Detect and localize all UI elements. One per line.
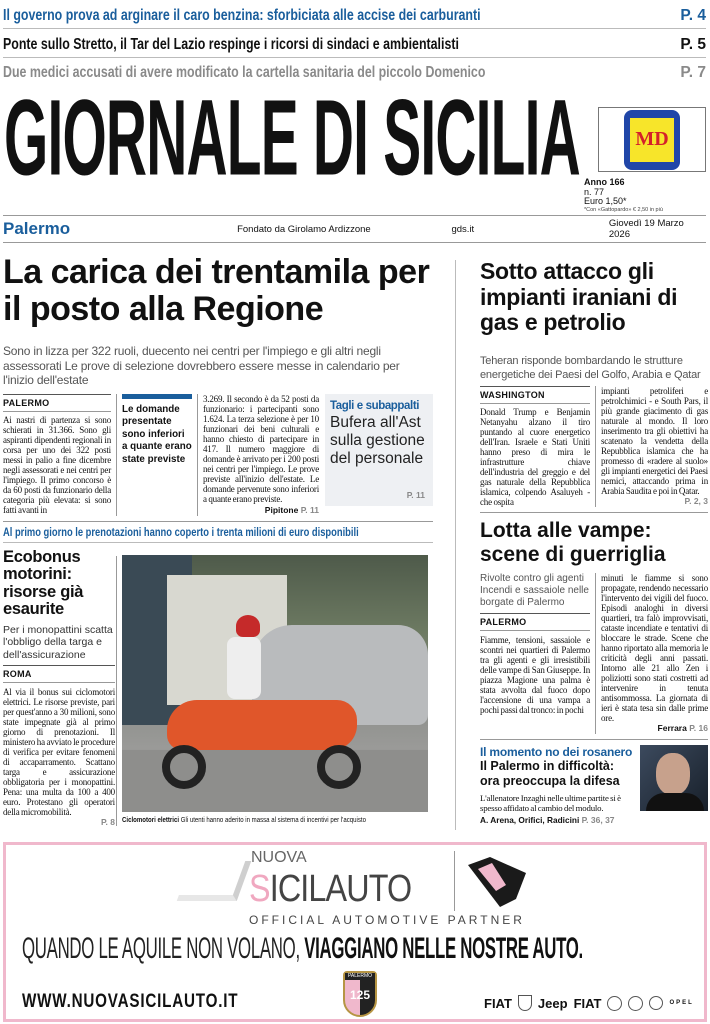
wheel xyxy=(162,745,206,789)
dateline: PALERMO xyxy=(3,394,111,412)
iran-col1 xyxy=(480,386,590,507)
jeep-logo: Jeep xyxy=(537,995,568,1011)
authors: A. Arena, Orifici, Radicini xyxy=(480,814,580,825)
photo-strap: Al primo giorno le prenotazioni hanno coperto i trenta milioni di euro disponibili xyxy=(3,524,359,539)
brand-initial: S xyxy=(249,868,270,910)
pullquote-bar xyxy=(122,394,192,399)
ad-brand-top: NUOVA xyxy=(251,849,307,866)
headline-text: Due medici accusati di avere modificato la cartella sanitaria del piccolo Domenico xyxy=(3,64,486,81)
iran-subhead: Teheran risponde bombardando le strutture energetiche dei Paesi del Golfo, Arabia e Qatar xyxy=(480,354,701,381)
wheel xyxy=(317,745,361,789)
fiat-professional-logo: FIAT xyxy=(573,995,602,1011)
article-body: Ai nastri di partenza si sono schierati in 31.366. Sono gli aspiranti dipendenti regionali in corsa per uno dei 322 posti messi in palio a fine dicembre negli assessorati e nei centri per l'impiego. Il primo concorso è da 60 posti da funzionario della categoria più elevata: si sono fatti avanti in xyxy=(3,414,111,515)
article-body: 3.269. Il secondo è da 52 posti da funzionario: i partecipanti sono 1.624. La terza selezione è per 10 funzionari dei beni culturali e hanno chiesto di partecipare in 417. Il numero maggiore di domande è arrivato per i 200 posti nei centri per l'impiego. Le prove previste all'inizio dell'estate. Le domande pervenute sono inferiori a quante erano previste. xyxy=(203,393,319,504)
author: Pipitone xyxy=(264,504,299,515)
column-divider xyxy=(455,260,456,830)
edition-city: Palermo xyxy=(3,219,71,238)
article-body: impianti petroliferi e petrolchimici - e South Pars, il più grande giacimento di gas naturale al mondo. Il loro inserimento tra gli obiettivi ha scatenato la vendetta della Repubblica islamica che ha promesso di «radere al suolo» gli impianti energetici dei Paesi nemici, attaccando prima in Arabia Saudita e poi in Qatar. xyxy=(601,385,708,496)
iran-col2 xyxy=(601,386,708,506)
palermo-125-badge xyxy=(343,971,377,1017)
box-title: Bufera all'Ast sulla gestione del personale xyxy=(330,413,425,467)
lead-col1 xyxy=(3,394,111,515)
vampe-col2 xyxy=(601,573,708,734)
box-kicker: Tagli e subappalti xyxy=(330,399,420,412)
divider xyxy=(3,542,433,543)
divider xyxy=(480,512,708,513)
issue-number: n. 77 xyxy=(584,186,605,197)
md-logo-text: MD xyxy=(630,118,674,162)
vampe-col1 xyxy=(480,573,590,715)
ad-tagline: OFFICIAL AUTOMOTIVE PARTNER xyxy=(249,913,525,927)
story-headline: Ecobonus motorini: risorse già esaurite xyxy=(3,547,84,618)
caption-bold: Ciclomotori elettrici xyxy=(122,815,180,824)
scooter xyxy=(167,700,357,750)
slogan-bold: VIAGGIANO NELLE NOSTRE AUTO. xyxy=(304,932,583,965)
alfa-romeo-logo-icon xyxy=(607,996,622,1011)
article-body: Donald Trump e Benjamin Netanyahu alzano il tiro puntando al cuore energetico dell'Iran. Israele e Stati Uniti hanno preso di mira le infrastrutture chiave dell'industria del greggio e del gas naturale della Repubblica islamica, colpendo Asaluyeh - che ospita xyxy=(480,406,590,507)
masthead-title: GIORNALE DI SICILIA xyxy=(4,78,580,199)
iran-columns xyxy=(480,386,708,507)
author: Ferrara xyxy=(657,722,687,733)
top-headline-1[interactable] xyxy=(3,3,706,29)
page-ref: P. 5 xyxy=(680,36,706,53)
page-ref: P. 11 xyxy=(300,504,319,515)
article-body: minuti le fiamme si sono propagate, rendendo necessario l'intervento dei vigili del fuoco. Episodi analoghi in diversi quartieri, tra falò improvvisati, cataste incendiate e tentativi di bloccare le strade. Scene che hanno riportato alla memoria le criticità degli anni passati. Intorno alle 21 allo Zen i poliziotti sono stati costretti ad intervenire in tenuta antisommossa. La giornata di ieri è stata tesa sin dalle prime ore. xyxy=(601,572,708,723)
rider xyxy=(227,637,261,699)
face xyxy=(656,753,690,795)
divider xyxy=(116,394,117,516)
lead-headline[interactable]: La carica dei trentamila per il posto alla Regione xyxy=(3,253,430,328)
photo-strap-row xyxy=(3,522,433,542)
sport-story[interactable] xyxy=(480,745,636,814)
helmet xyxy=(236,615,260,637)
top-headline-2[interactable] xyxy=(3,32,706,58)
ad-slogan xyxy=(22,933,583,965)
vampe-columns xyxy=(480,573,708,734)
jacket xyxy=(646,793,704,811)
ecobonus-story[interactable] xyxy=(3,549,115,828)
story-subhead: Per i monopattini scatta l'obbligo della targa e dell'assicurazione xyxy=(3,623,113,661)
page-ref: P. 7 xyxy=(680,64,706,81)
dateline: ROMA xyxy=(3,665,115,683)
fiat-logo: FIAT xyxy=(484,995,512,1011)
palermo-eagle-icon xyxy=(466,855,534,911)
badge-label: PALERMO xyxy=(345,973,375,980)
lancia-logo-icon xyxy=(518,995,532,1011)
divider xyxy=(480,739,708,740)
badge-number: 125 xyxy=(349,988,371,1002)
headline-text: Ponte sullo Stretto, il Tar del Lazio respinge i ricorsi di sindaci e ambientalisti xyxy=(3,36,459,53)
headline-text: Il governo prova ad arginare il caro benzina: sforbiciata alle accise dei carburanti xyxy=(3,7,481,24)
ad-brand xyxy=(249,870,411,908)
issue-date: Giovedì 19 Marzo 2026 xyxy=(608,218,684,240)
article-body: L'allenatore Inzaghi nelle ultime partite si è spesso affidato al cambio del modulo. xyxy=(480,792,621,813)
ast-box[interactable] xyxy=(325,394,433,506)
coach-photo xyxy=(640,745,708,811)
divider xyxy=(454,851,455,911)
info-bar xyxy=(3,215,706,243)
website-link[interactable]: gds.it xyxy=(451,223,475,235)
lead-subhead: Sono in lizza per 322 ruoli, duecento nei centri per l'impiego e gli altri negli assessorati Le prove di selezione dovrebbero essere messe in calendario per l'inizio dell'estate xyxy=(3,344,400,387)
price-note: *Con «Gattopardo» € 2,50 in più xyxy=(584,207,663,213)
page-ref: P. 2, 3 xyxy=(684,495,708,506)
opel-logo: OPEL xyxy=(669,1000,694,1006)
page-ref: P. 8 xyxy=(100,817,115,827)
brand-rest: ICILAUTO xyxy=(269,868,412,910)
divider xyxy=(595,386,596,507)
caption-text: Gli utenti hanno aderito in massa al sistema di incentivi per l'acquisto xyxy=(180,815,366,824)
dateline: PALERMO xyxy=(480,613,590,631)
story-kicker: Il momento no dei rosanero xyxy=(480,744,633,759)
lead-col2 xyxy=(203,394,319,516)
divider xyxy=(595,573,596,734)
dateline: WASHINGTON xyxy=(480,386,590,404)
ad-url[interactable]: WWW.NUOVASICILAUTO.IT xyxy=(22,991,239,1012)
scooter-photo xyxy=(122,555,428,812)
divider xyxy=(116,556,117,826)
divider xyxy=(197,394,198,516)
page-ref: P. 11 xyxy=(406,489,425,500)
sport-row xyxy=(480,745,708,814)
citroen-logo-icon xyxy=(649,996,663,1010)
issue-info xyxy=(584,178,627,207)
right-column xyxy=(480,259,708,825)
article-body: Fiamme, tensioni, sassaiole e scontri nei quartieri di Palermo tra gli agenti e gli irresistibili delle vampe di San Giuseppe. In piazza Magione una palma è stata avvolta dal fuoco dopo l'accensione di una vampa a pochi passi dal tronco: in pochi xyxy=(480,634,590,715)
lead-columns xyxy=(3,394,433,516)
vampe-headline[interactable]: Lotta alle vampe: scene di guerriglia xyxy=(480,518,666,566)
sport-credits xyxy=(480,815,708,825)
issue-price: Euro 1,50* xyxy=(584,196,627,206)
issue-year: Anno 166 xyxy=(584,177,625,187)
page-ref: P. 36, 37 xyxy=(581,814,615,825)
founder-line: Fondato da Girolamo Ardizzone xyxy=(237,223,371,235)
lead-pullquote xyxy=(122,394,192,467)
article-body: Al via il bonus sui ciclomotori elettrici. Le risorse previste, pari per quest'anno a 30 milioni, sono state impegnate già al primo giorno di prenotazioni. Il ministero ha avviato le procedure di verifica per evitare fenomeni di accaparramento. Scattano targa e assicurazione obbligatoria per i monopattini. Pena: una multa da 100 a 400 euro. Protestano gli operatori della micromobilità. xyxy=(3,687,115,817)
sicilauto-ad[interactable] xyxy=(3,842,707,1022)
md-sponsor-logo[interactable] xyxy=(598,107,706,172)
car-brands xyxy=(484,995,694,1011)
abarth-logo-icon xyxy=(628,996,643,1011)
slogan-light: QUANDO LE AQUILE NON VOLANO, xyxy=(22,932,300,965)
photo-caption xyxy=(122,815,366,824)
sicilauto-swoosh-icon xyxy=(177,861,252,901)
page-ref: P. 16 xyxy=(689,722,708,733)
iran-headline[interactable]: Sotto attacco gli impianti iraniani di gas e petrolio xyxy=(480,258,678,335)
story-subhead: Rivolte contro gli agenti Incendi e sassaiole nelle borgate di Palermo xyxy=(480,572,589,608)
story-headline: Il Palermo in difficoltà: ora preoccupa la difesa xyxy=(480,758,620,788)
pullquote-text: Le domande presentate sono inferiori a quante erano state previste xyxy=(122,403,192,465)
page-ref: P. 4 xyxy=(680,7,706,24)
